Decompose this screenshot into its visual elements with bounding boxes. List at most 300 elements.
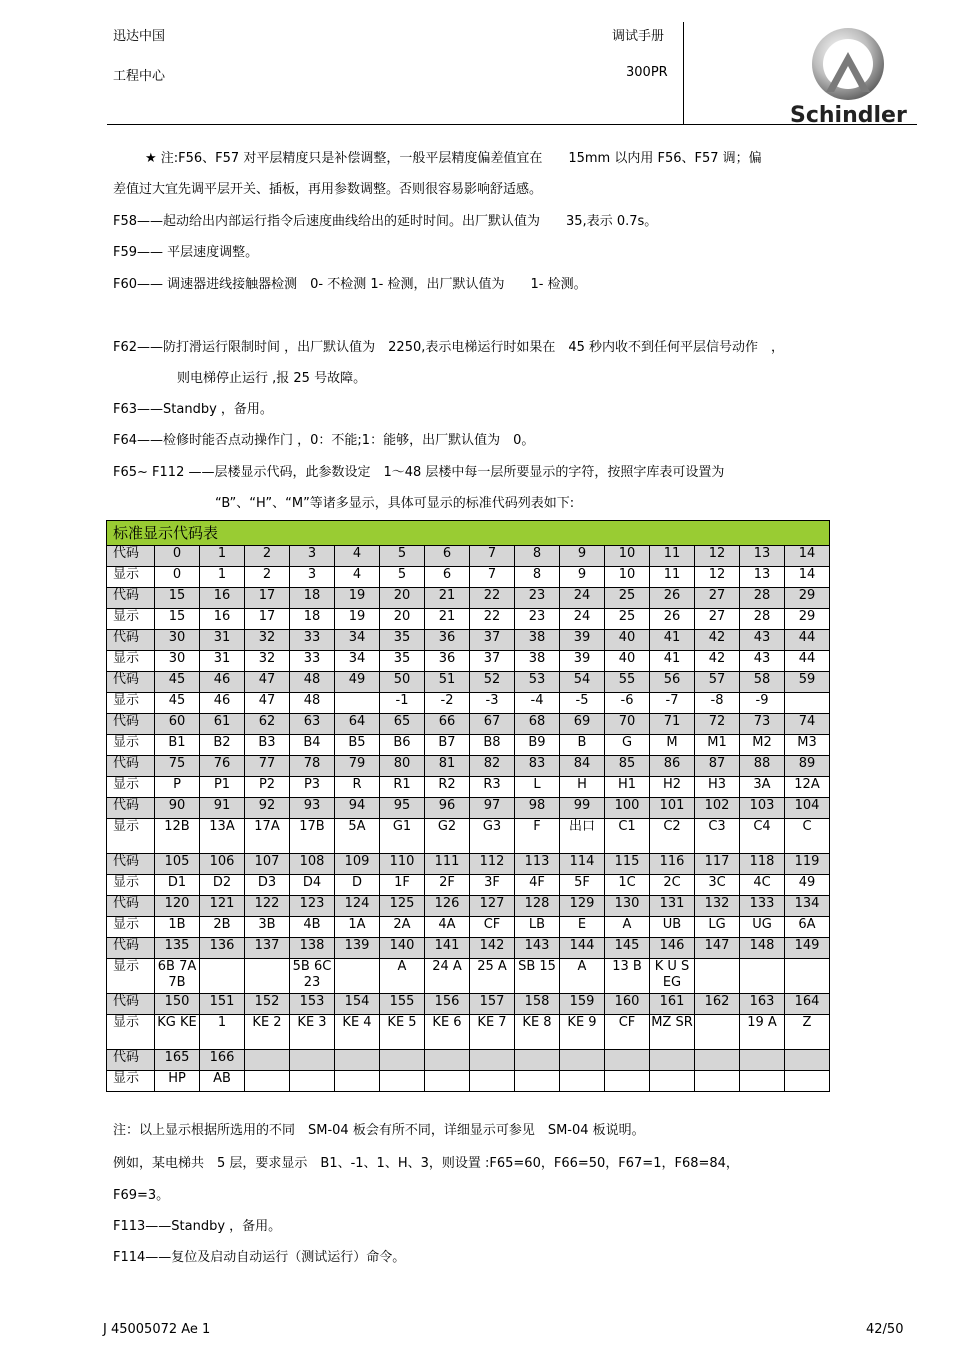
code-cell: 65 bbox=[380, 714, 425, 735]
code-cell: 43 bbox=[740, 630, 785, 651]
display-cell: 19 A bbox=[740, 1015, 785, 1050]
code-cell: 109 bbox=[335, 854, 380, 875]
display-cell: A bbox=[560, 959, 605, 994]
display-cell: 4F bbox=[515, 875, 560, 896]
code-cell: 58 bbox=[740, 672, 785, 693]
code-label: 代码 bbox=[107, 588, 155, 609]
display-cell: 3A bbox=[740, 777, 785, 798]
display-cell: 41 bbox=[650, 651, 695, 672]
code-cell: 52 bbox=[470, 672, 515, 693]
display-cell: 10 bbox=[605, 567, 650, 588]
param-f62: F62——防打滑运行限制时间 ，出厂默认值为 2250,表示电梯运行时如果在 45 秒内收不到任何平层信号动作 ， bbox=[113, 340, 785, 355]
code-cell: 35 bbox=[380, 630, 425, 651]
table-row bbox=[107, 777, 830, 798]
param-f63: F63——Standby ，备用。 bbox=[113, 402, 273, 417]
code-cell: 14 bbox=[785, 546, 830, 567]
display-cell: 43 bbox=[740, 651, 785, 672]
display-cell: D1 bbox=[155, 875, 200, 896]
param-f65-cont: “B”、“H”、“M”等诸多显示，具体可显示的标准代码列表如下: bbox=[215, 496, 575, 511]
code-cell: 118 bbox=[740, 854, 785, 875]
code-cell: 77 bbox=[245, 756, 290, 777]
code-cell: 107 bbox=[245, 854, 290, 875]
example-line: 例如，某电梯共 5 层，要求显示 B1、-1、1、H、3，则设置 :F65=60，F66=50，F67=1，F68=84， bbox=[113, 1156, 739, 1171]
code-cell: 146 bbox=[650, 938, 695, 959]
display-cell: 42 bbox=[695, 651, 740, 672]
code-cell: 42 bbox=[695, 630, 740, 651]
code-cell: 10 bbox=[605, 546, 650, 567]
code-cell: 87 bbox=[695, 756, 740, 777]
display-cell: 27 bbox=[695, 609, 740, 630]
header-divider-vertical bbox=[683, 22, 684, 124]
code-cell: 134 bbox=[785, 896, 830, 917]
code-cell: 1 bbox=[200, 546, 245, 567]
code-cell: 117 bbox=[695, 854, 740, 875]
code-cell: 81 bbox=[425, 756, 470, 777]
display-cell bbox=[785, 693, 830, 714]
code-cell: 143 bbox=[515, 938, 560, 959]
display-cell bbox=[200, 959, 245, 994]
code-cell: 108 bbox=[290, 854, 335, 875]
code-cell: 7 bbox=[470, 546, 515, 567]
display-cell: C3 bbox=[695, 819, 740, 854]
header-model: 300PR bbox=[626, 65, 668, 80]
code-cell: 28 bbox=[740, 588, 785, 609]
code-cell: 46 bbox=[200, 672, 245, 693]
code-cell: 149 bbox=[785, 938, 830, 959]
code-cell: 104 bbox=[785, 798, 830, 819]
display-cell: 5B 6C 23 bbox=[290, 959, 335, 994]
code-cell: 89 bbox=[785, 756, 830, 777]
code-cell: 131 bbox=[650, 896, 695, 917]
code-cell: 166 bbox=[200, 1050, 245, 1071]
code-cell: 142 bbox=[470, 938, 515, 959]
display-cell: M2 bbox=[740, 735, 785, 756]
code-cell: 136 bbox=[200, 938, 245, 959]
code-cell: 85 bbox=[605, 756, 650, 777]
code-cell: 102 bbox=[695, 798, 740, 819]
display-label: 显示 bbox=[107, 735, 155, 756]
display-cell: 20 bbox=[380, 609, 425, 630]
display-cell: B7 bbox=[425, 735, 470, 756]
code-cell: 27 bbox=[695, 588, 740, 609]
display-cell: 4C bbox=[740, 875, 785, 896]
note-f56: ★ 注:F56、F57 对平层精度只是补偿调整，一般平层精度偏差值宜在 15mm 以内用 F56、F57 调；偏 bbox=[145, 151, 762, 166]
code-cell: 162 bbox=[695, 994, 740, 1015]
table-row bbox=[107, 875, 830, 896]
code-cell: 54 bbox=[560, 672, 605, 693]
display-cell: 4B bbox=[290, 917, 335, 938]
display-cell: 24 bbox=[560, 609, 605, 630]
code-cell: 31 bbox=[200, 630, 245, 651]
display-cell bbox=[335, 959, 380, 994]
display-cell: 45 bbox=[155, 693, 200, 714]
code-cell: 144 bbox=[560, 938, 605, 959]
table-row bbox=[107, 1071, 830, 1092]
code-cell: 4 bbox=[335, 546, 380, 567]
display-cell: H3 bbox=[695, 777, 740, 798]
display-cell: 1 bbox=[200, 1015, 245, 1050]
display-cell: B4 bbox=[290, 735, 335, 756]
code-cell: 156 bbox=[425, 994, 470, 1015]
code-cell: 50 bbox=[380, 672, 425, 693]
display-cell: 3 bbox=[290, 567, 335, 588]
schindler-logo bbox=[786, 22, 916, 126]
code-cell: 17 bbox=[245, 588, 290, 609]
display-cell: M1 bbox=[695, 735, 740, 756]
display-cell: 49 bbox=[785, 875, 830, 896]
code-cell: 159 bbox=[560, 994, 605, 1015]
display-cell bbox=[245, 959, 290, 994]
code-cell: 165 bbox=[155, 1050, 200, 1071]
code-cell: 122 bbox=[245, 896, 290, 917]
code-cell: 97 bbox=[470, 798, 515, 819]
code-cell: 147 bbox=[695, 938, 740, 959]
code-cell: 11 bbox=[650, 546, 695, 567]
display-cell: B3 bbox=[245, 735, 290, 756]
code-cell: 94 bbox=[335, 798, 380, 819]
display-cell: H2 bbox=[650, 777, 695, 798]
code-cell: 68 bbox=[515, 714, 560, 735]
display-cell: AB bbox=[200, 1071, 245, 1092]
display-label: 显示 bbox=[107, 609, 155, 630]
note-sm04: 注：以上显示根据所选用的不同 SM-04 板会有所不同，详细显示可参见 SM-04 板说明。 bbox=[113, 1123, 645, 1138]
code-cell: 139 bbox=[335, 938, 380, 959]
param-f58: F58——起动给出内部运行指令后速度曲线给出的延时时间。出厂默认值为 35,表示 0.7s。 bbox=[113, 214, 658, 229]
code-cell: 53 bbox=[515, 672, 560, 693]
display-cell bbox=[515, 1071, 560, 1092]
display-cell: 11 bbox=[650, 567, 695, 588]
code-cell: 75 bbox=[155, 756, 200, 777]
code-cell bbox=[740, 1050, 785, 1071]
param-f60: F60—— 调速器进线接触器检测 0- 不检测 1- 检测，出厂默认值为 1- 检测。 bbox=[113, 277, 587, 292]
display-cell: 13 B bbox=[605, 959, 650, 994]
code-cell: 115 bbox=[605, 854, 650, 875]
code-cell: 48 bbox=[290, 672, 335, 693]
header-company: 迅达中国 bbox=[113, 29, 166, 44]
display-cell: 5 bbox=[380, 567, 425, 588]
display-cell: 5A bbox=[335, 819, 380, 854]
table-row bbox=[107, 588, 830, 609]
code-cell: 13 bbox=[740, 546, 785, 567]
display-cell bbox=[290, 1071, 335, 1092]
code-cell: 161 bbox=[650, 994, 695, 1015]
code-cell: 55 bbox=[605, 672, 650, 693]
code-cell: 116 bbox=[650, 854, 695, 875]
display-cell: G bbox=[605, 735, 650, 756]
display-cell: P2 bbox=[245, 777, 290, 798]
code-cell: 71 bbox=[650, 714, 695, 735]
code-cell: 69 bbox=[560, 714, 605, 735]
display-cell: KE 8 bbox=[515, 1015, 560, 1050]
display-cell: KE 7 bbox=[470, 1015, 515, 1050]
code-label: 代码 bbox=[107, 854, 155, 875]
code-cell: 84 bbox=[560, 756, 605, 777]
display-cell: 17 bbox=[245, 609, 290, 630]
display-cell: K U S EG bbox=[650, 959, 695, 994]
display-cell: 出口 bbox=[560, 819, 605, 854]
display-cell: -3 bbox=[470, 693, 515, 714]
display-cell: 1 bbox=[200, 567, 245, 588]
display-label: 显示 bbox=[107, 693, 155, 714]
display-cell bbox=[605, 1071, 650, 1092]
table-row bbox=[107, 546, 830, 567]
display-cell: 48 bbox=[290, 693, 335, 714]
table-row bbox=[107, 819, 830, 854]
code-cell: 92 bbox=[245, 798, 290, 819]
table-row bbox=[107, 735, 830, 756]
display-cell: KE 4 bbox=[335, 1015, 380, 1050]
code-cell bbox=[695, 1050, 740, 1071]
display-label: 显示 bbox=[107, 1015, 155, 1050]
code-cell: 5 bbox=[380, 546, 425, 567]
display-cell: CF bbox=[605, 1015, 650, 1050]
code-cell: 8 bbox=[515, 546, 560, 567]
table-row bbox=[107, 938, 830, 959]
display-cell: 3B bbox=[245, 917, 290, 938]
display-cell: R bbox=[335, 777, 380, 798]
display-cell: H bbox=[560, 777, 605, 798]
code-cell: 29 bbox=[785, 588, 830, 609]
param-f65: F65~ F112 ——层楼显示代码，此参数设定 1～48 层楼中每一层所要显示的字符，按照字库表可设置为 bbox=[113, 465, 725, 480]
display-cell: 47 bbox=[245, 693, 290, 714]
code-cell: 67 bbox=[470, 714, 515, 735]
display-cell: B2 bbox=[200, 735, 245, 756]
display-cell: 46 bbox=[200, 693, 245, 714]
display-cell: E bbox=[560, 917, 605, 938]
display-cell: 1B bbox=[155, 917, 200, 938]
code-cell: 30 bbox=[155, 630, 200, 651]
table-row bbox=[107, 854, 830, 875]
display-cell: LB bbox=[515, 917, 560, 938]
code-cell: 123 bbox=[290, 896, 335, 917]
code-cell: 57 bbox=[695, 672, 740, 693]
code-cell: 132 bbox=[695, 896, 740, 917]
code-label: 代码 bbox=[107, 1050, 155, 1071]
display-cell: 44 bbox=[785, 651, 830, 672]
display-cell: 2 bbox=[245, 567, 290, 588]
code-cell: 141 bbox=[425, 938, 470, 959]
logo-wordmark: Schindler bbox=[790, 103, 907, 126]
code-cell: 163 bbox=[740, 994, 785, 1015]
display-cell: 36 bbox=[425, 651, 470, 672]
display-cell: C4 bbox=[740, 819, 785, 854]
code-cell: 51 bbox=[425, 672, 470, 693]
display-cell: -7 bbox=[650, 693, 695, 714]
display-cell: 37 bbox=[470, 651, 515, 672]
code-cell: 151 bbox=[200, 994, 245, 1015]
display-cell: C1 bbox=[605, 819, 650, 854]
display-cell: 29 bbox=[785, 609, 830, 630]
code-cell: 9 bbox=[560, 546, 605, 567]
display-cell: L bbox=[515, 777, 560, 798]
display-cell: 16 bbox=[200, 609, 245, 630]
code-cell: 130 bbox=[605, 896, 650, 917]
display-cell: 34 bbox=[335, 651, 380, 672]
display-cell bbox=[245, 1071, 290, 1092]
display-cell: C2 bbox=[650, 819, 695, 854]
schindler-logo-icon bbox=[786, 22, 916, 126]
display-cell: M3 bbox=[785, 735, 830, 756]
display-cell: D4 bbox=[290, 875, 335, 896]
code-cell: 158 bbox=[515, 994, 560, 1015]
code-cell: 125 bbox=[380, 896, 425, 917]
display-cell: 4A bbox=[425, 917, 470, 938]
code-cell: 111 bbox=[425, 854, 470, 875]
display-cell: KE 3 bbox=[290, 1015, 335, 1050]
display-cell: 8 bbox=[515, 567, 560, 588]
display-cell: P bbox=[155, 777, 200, 798]
code-cell: 126 bbox=[425, 896, 470, 917]
code-cell: 103 bbox=[740, 798, 785, 819]
code-label: 代码 bbox=[107, 798, 155, 819]
code-cell: 0 bbox=[155, 546, 200, 567]
display-cell bbox=[695, 1015, 740, 1050]
display-cell: B5 bbox=[335, 735, 380, 756]
code-cell: 78 bbox=[290, 756, 335, 777]
table-title: 标准显示代码表 bbox=[107, 521, 830, 546]
code-cell: 90 bbox=[155, 798, 200, 819]
code-label: 代码 bbox=[107, 896, 155, 917]
display-cell: 25 bbox=[605, 609, 650, 630]
code-cell: 16 bbox=[200, 588, 245, 609]
code-label: 代码 bbox=[107, 630, 155, 651]
display-cell: -1 bbox=[380, 693, 425, 714]
display-cell: CF bbox=[470, 917, 515, 938]
code-cell: 3 bbox=[290, 546, 335, 567]
code-cell: 83 bbox=[515, 756, 560, 777]
code-cell: 98 bbox=[515, 798, 560, 819]
code-cell: 26 bbox=[650, 588, 695, 609]
code-cell bbox=[380, 1050, 425, 1071]
display-cell: LG bbox=[695, 917, 740, 938]
code-cell: 47 bbox=[245, 672, 290, 693]
display-cell: B8 bbox=[470, 735, 515, 756]
display-cell: KG KE bbox=[155, 1015, 200, 1050]
code-cell: 140 bbox=[380, 938, 425, 959]
display-cell: 1F bbox=[380, 875, 425, 896]
code-cell: 39 bbox=[560, 630, 605, 651]
display-cell: KE 5 bbox=[380, 1015, 425, 1050]
code-cell: 127 bbox=[470, 896, 515, 917]
display-cell bbox=[560, 1071, 605, 1092]
code-cell: 110 bbox=[380, 854, 425, 875]
display-cell: SB 15 bbox=[515, 959, 560, 994]
code-cell: 25 bbox=[605, 588, 650, 609]
code-cell: 137 bbox=[245, 938, 290, 959]
display-cell: B1 bbox=[155, 735, 200, 756]
param-f62-cont: 则电梯停止运行 ,报 25 号故障。 bbox=[177, 371, 367, 386]
display-cell: Z bbox=[785, 1015, 830, 1050]
code-cell: 59 bbox=[785, 672, 830, 693]
code-cell: 145 bbox=[605, 938, 650, 959]
code-cell: 120 bbox=[155, 896, 200, 917]
display-cell: -4 bbox=[515, 693, 560, 714]
param-f114: F114——复位及启动自动运行（测试运行）命令。 bbox=[113, 1250, 406, 1265]
display-cell: 26 bbox=[650, 609, 695, 630]
code-cell: 99 bbox=[560, 798, 605, 819]
display-cell: 30 bbox=[155, 651, 200, 672]
display-cell: H1 bbox=[605, 777, 650, 798]
code-cell: 6 bbox=[425, 546, 470, 567]
code-cell: 60 bbox=[155, 714, 200, 735]
display-cell: F bbox=[515, 819, 560, 854]
code-cell: 128 bbox=[515, 896, 560, 917]
display-cell: 6B 7A 7B bbox=[155, 959, 200, 994]
header-department: 工程中心 bbox=[113, 69, 166, 84]
code-cell: 40 bbox=[605, 630, 650, 651]
code-cell bbox=[785, 1050, 830, 1071]
display-cell: 12 bbox=[695, 567, 740, 588]
display-cell: 31 bbox=[200, 651, 245, 672]
code-cell: 135 bbox=[155, 938, 200, 959]
display-label: 显示 bbox=[107, 875, 155, 896]
display-cell: 4 bbox=[335, 567, 380, 588]
display-cell: KE 9 bbox=[560, 1015, 605, 1050]
display-cell: 13A bbox=[200, 819, 245, 854]
display-cell: 6A bbox=[785, 917, 830, 938]
code-cell: 124 bbox=[335, 896, 380, 917]
code-cell: 154 bbox=[335, 994, 380, 1015]
table-row bbox=[107, 756, 830, 777]
code-cell: 12 bbox=[695, 546, 740, 567]
table-row bbox=[107, 917, 830, 938]
code-cell: 61 bbox=[200, 714, 245, 735]
display-cell: A bbox=[605, 917, 650, 938]
code-cell: 41 bbox=[650, 630, 695, 651]
code-cell bbox=[515, 1050, 560, 1071]
table-row bbox=[107, 567, 830, 588]
code-cell: 19 bbox=[335, 588, 380, 609]
code-label: 代码 bbox=[107, 756, 155, 777]
display-cell bbox=[740, 959, 785, 994]
table-row bbox=[107, 896, 830, 917]
display-cell: MZ SR bbox=[650, 1015, 695, 1050]
display-cell: A bbox=[380, 959, 425, 994]
display-cell: 6 bbox=[425, 567, 470, 588]
display-cell: 17A bbox=[245, 819, 290, 854]
code-cell bbox=[470, 1050, 515, 1071]
code-cell: 63 bbox=[290, 714, 335, 735]
code-cell: 33 bbox=[290, 630, 335, 651]
display-cell: M bbox=[650, 735, 695, 756]
code-cell: 22 bbox=[470, 588, 515, 609]
display-cell bbox=[695, 959, 740, 994]
display-cell: B bbox=[560, 735, 605, 756]
table-row bbox=[107, 714, 830, 735]
display-label: 显示 bbox=[107, 917, 155, 938]
code-cell: 93 bbox=[290, 798, 335, 819]
display-cell: 9 bbox=[560, 567, 605, 588]
display-cell bbox=[335, 693, 380, 714]
code-cell: 45 bbox=[155, 672, 200, 693]
display-cell: 13 bbox=[740, 567, 785, 588]
code-cell: 36 bbox=[425, 630, 470, 651]
display-cell bbox=[695, 1071, 740, 1092]
code-cell: 96 bbox=[425, 798, 470, 819]
code-cell: 153 bbox=[290, 994, 335, 1015]
table-row bbox=[107, 609, 830, 630]
code-cell: 100 bbox=[605, 798, 650, 819]
table-row bbox=[107, 672, 830, 693]
code-cell: 62 bbox=[245, 714, 290, 735]
display-cell: 2C bbox=[650, 875, 695, 896]
display-label: 显示 bbox=[107, 777, 155, 798]
display-cell: 14 bbox=[785, 567, 830, 588]
display-cell: 40 bbox=[605, 651, 650, 672]
display-cell: KE 6 bbox=[425, 1015, 470, 1050]
display-cell: 38 bbox=[515, 651, 560, 672]
code-cell: 160 bbox=[605, 994, 650, 1015]
